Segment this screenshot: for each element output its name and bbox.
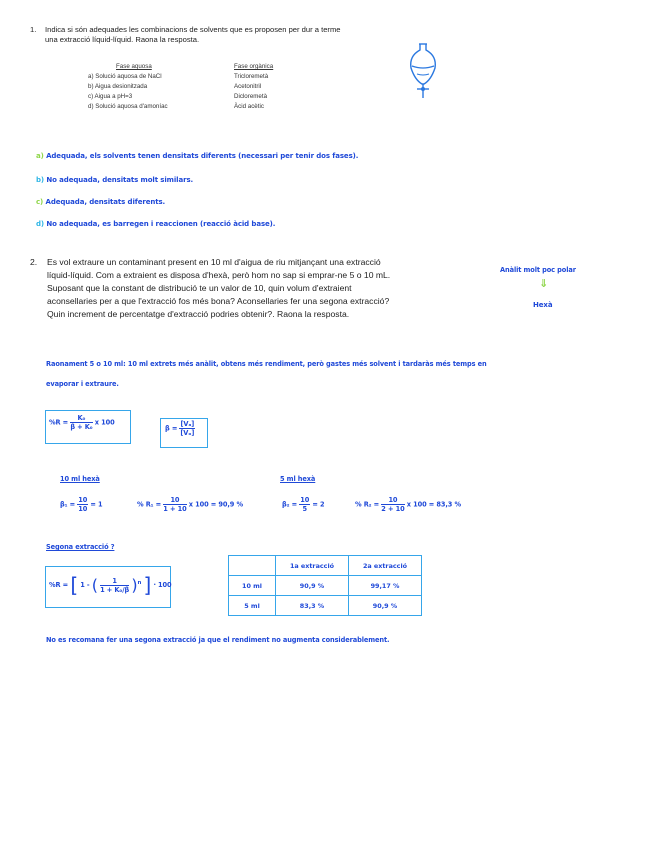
table-cell: 83,3 % bbox=[276, 596, 349, 616]
case10-r-num: 10 bbox=[163, 496, 186, 505]
formula-beta bbox=[165, 420, 195, 437]
phase-row-org-b: Acetonitril bbox=[234, 83, 262, 90]
table-row bbox=[229, 596, 422, 616]
formula-recovery bbox=[49, 414, 115, 431]
case5-r-rhs: x 100 = 83,3 % bbox=[406, 500, 461, 509]
case10-beta-lhs: β₁ = bbox=[60, 500, 76, 509]
formula-beta-fraction bbox=[179, 420, 195, 437]
case5-beta-lhs: β₂ = bbox=[282, 500, 298, 509]
answer-c-label: c) bbox=[36, 198, 44, 206]
answer-a bbox=[36, 152, 358, 160]
case10-recovery bbox=[137, 496, 243, 513]
formula-recovery-rhs: x 100 bbox=[94, 418, 115, 427]
q2-line2: líquid-líquid. Com a extraient es disposa d'hexà, però hom no sap si emprar-ne 5 o 10 mL. bbox=[47, 270, 391, 280]
table-header-cell: 1a extracció bbox=[276, 556, 349, 576]
reasoning-line1: Raonament 5 o 10 ml: 10 ml extrets més anàlit, obtens més rendiment, però gastes més solvent i tardaràs més temps en bbox=[46, 360, 487, 368]
table-cell: 90,9 % bbox=[276, 576, 349, 596]
case5-beta-fraction bbox=[299, 496, 310, 513]
phase-row-aq-a: a) Solució aquosa de NaCl bbox=[88, 73, 162, 80]
answer-d-label: d) bbox=[36, 220, 45, 228]
case5-beta-rhs: = 2 bbox=[312, 500, 325, 509]
formula3-num: 1 bbox=[100, 577, 129, 586]
case5-recovery bbox=[355, 496, 461, 513]
answer-a-label: a) bbox=[36, 152, 44, 160]
case10-r-rhs: x 100 = 90,9 % bbox=[188, 500, 243, 509]
formula3-den: 1 + K₀/β bbox=[100, 585, 130, 594]
case5-beta-num: 10 bbox=[300, 496, 310, 504]
case5-r-den: 2 + 10 bbox=[381, 505, 405, 513]
answer-b-label: b) bbox=[36, 176, 45, 184]
phase-row-aq-d: d) Solució aquosa d'amoníac bbox=[88, 103, 168, 110]
formula-second-extraction: %R = [ 1 - ( $\frac{1}{\text{1 + K₀/β}}$ )$^n$ ] · 100 bbox=[49, 573, 172, 597]
case10-beta-num: 10 bbox=[78, 496, 88, 504]
formula-recovery-lhs: %R = bbox=[49, 418, 69, 427]
q2-line1: Es vol extraure un contaminant present en 10 ml d'aigua de riu mitjançant una extracció bbox=[47, 257, 381, 267]
answer-a-text: Adequada, els solvents tenen densitats diferents (necessari per tenir dos fases). bbox=[46, 152, 359, 160]
q2-line4: aconsellaries per a que l'extracció fos més bona? Aconsellaries fer una segona extracció? bbox=[47, 296, 390, 306]
case10-beta-den: 10 bbox=[78, 505, 88, 513]
case10-r-den: 1 + 10 bbox=[163, 505, 187, 513]
answer-d bbox=[36, 220, 275, 228]
table-row bbox=[229, 576, 422, 596]
case10-beta-fraction bbox=[77, 496, 88, 513]
side-note: Anàlit molt poc polar bbox=[500, 266, 576, 274]
phase-row-aq-b: b) Aigua desionitzada bbox=[88, 83, 148, 90]
table-cell: 10 ml bbox=[229, 576, 276, 596]
phase-row-org-c: Dicloremetà bbox=[234, 93, 268, 100]
q1-text-line2: una extracció líquid-líquid. Raona la resposta. bbox=[45, 35, 200, 44]
formula-recovery-num: K₀ bbox=[70, 414, 92, 423]
formula-beta-den: [Vₒ] bbox=[180, 429, 195, 437]
case5-r-fraction bbox=[381, 496, 404, 513]
table-cell: 5 ml bbox=[229, 596, 276, 616]
formula-beta-lhs: β = bbox=[165, 424, 178, 433]
aqueous-phase-header: Fase aquosa bbox=[116, 63, 152, 70]
organic-phase-header: Fase orgànica bbox=[234, 63, 274, 70]
q2-line3: Suposant que la constant de distribució te un valor de 10, quin volum d'extraient bbox=[47, 283, 352, 293]
case5-r-lhs: % R₂ = bbox=[355, 500, 380, 509]
answer-c bbox=[36, 198, 165, 206]
phase-row-aq-c: c) Aigua a pH=3 bbox=[88, 93, 133, 100]
case10-beta bbox=[60, 496, 103, 513]
case5-beta bbox=[282, 496, 325, 513]
results-table bbox=[228, 555, 422, 616]
second-extraction-title: Segona extracció ? bbox=[46, 543, 115, 551]
table-cell: 99,17 % bbox=[349, 576, 422, 596]
case10-beta-rhs: = 1 bbox=[90, 500, 103, 509]
answer-d-text: No adequada, es barregen i reaccionen (reacció àcid base). bbox=[46, 220, 276, 228]
q2-number: 2. bbox=[30, 257, 38, 267]
side-answer: Hexà bbox=[533, 301, 553, 309]
answer-b-text: No adequada, densitats molt similars. bbox=[46, 176, 194, 184]
table-cell: 90,9 % bbox=[349, 596, 422, 616]
table-row bbox=[229, 556, 422, 576]
case5-r-num: 10 bbox=[381, 496, 404, 505]
table-header-cell-empty bbox=[229, 556, 276, 576]
side-arrow: ⇓ bbox=[539, 277, 549, 290]
reasoning-line2: evaporar i extraure. bbox=[46, 380, 119, 388]
q1-text-line1: Indica si són adequades les combinacions de solvents que es proposen per dur a terme bbox=[45, 25, 341, 34]
formula3-lhs: %R = bbox=[49, 581, 69, 589]
formula-beta-num: [Vₐ] bbox=[180, 420, 195, 428]
case5-beta-den: 5 bbox=[302, 505, 307, 513]
phase-row-org-a: Tricloremetà bbox=[234, 73, 269, 80]
formula3-rhs: · 100 bbox=[153, 581, 172, 589]
q2-line5: Quin increment de percentatge d'extracció podries obtenir?. Raona la resposta. bbox=[47, 309, 350, 319]
answer-b bbox=[36, 176, 193, 184]
formula-recovery-fraction bbox=[70, 414, 92, 431]
case5-title: 5 ml hexà bbox=[280, 475, 316, 483]
q1-number: 1. bbox=[30, 25, 37, 34]
table-header-cell: 2a extracció bbox=[349, 556, 422, 576]
formula-recovery-den: β + K₀ bbox=[70, 423, 93, 431]
formula3-fraction bbox=[100, 577, 129, 594]
conclusion: No es recomana fer una segona extracció ja que el rendiment no augmenta considerablement. bbox=[46, 636, 390, 644]
separatory-funnel-drawing bbox=[405, 40, 441, 102]
case10-r-lhs: % R₁ = bbox=[137, 500, 162, 509]
case10-title: 10 ml hexà bbox=[60, 475, 100, 483]
formula3-exp: n bbox=[137, 579, 142, 586]
formula3-inner-lhs: 1 - bbox=[80, 581, 90, 589]
case10-r-fraction bbox=[163, 496, 186, 513]
answer-c-text: Adequada, densitats diferents. bbox=[45, 198, 166, 206]
phase-row-org-d: Àcid acètic bbox=[234, 103, 264, 110]
